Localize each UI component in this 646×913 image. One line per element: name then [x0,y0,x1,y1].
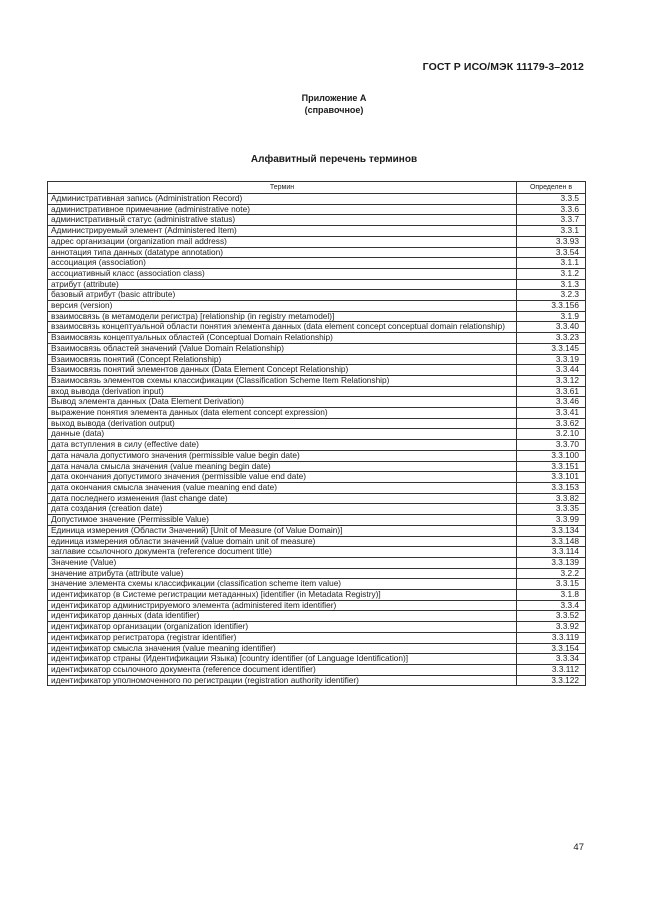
term-cell: Вывод элемента данных (Data Element Derivation) [48,397,517,408]
term-cell: выход вывода (derivation output) [48,418,517,429]
column-header-term: Термин [48,182,517,194]
table-row [48,675,586,686]
definition-ref-cell: 3.3.153 [517,482,586,493]
definition-ref-cell: 3.3.44 [517,365,586,376]
definition-ref-cell: 3.3.156 [517,301,586,312]
definition-ref-cell: 3.3.154 [517,643,586,654]
table-row [48,461,586,472]
table-row [48,547,586,558]
table-row [48,322,586,333]
annex-heading [0,92,646,116]
table-row [48,247,586,258]
standard-designation: ГОСТ Р ИСО/МЭК 11179-3–2012 [422,61,584,73]
table-row [48,482,586,493]
term-cell: адрес организации (organization mail address) [48,236,517,247]
term-cell: Взаимосвязь концептуальных областей (Conceptual Domain Relationship) [48,333,517,344]
definition-ref-cell: 3.3.34 [517,654,586,665]
definition-ref-cell: 3.3.92 [517,622,586,633]
definition-ref-cell: 3.3.6 [517,204,586,215]
term-cell: Значение (Value) [48,557,517,568]
definition-ref-cell: 3.1.3 [517,279,586,290]
term-cell: заглавие ссылочного документа (reference document title) [48,547,517,558]
table-row [48,386,586,397]
table-header-row [48,182,586,194]
table-row [48,397,586,408]
term-cell: административное примечание (administrative note) [48,204,517,215]
definition-ref-cell: 3.3.19 [517,354,586,365]
table-row [48,204,586,215]
table-row [48,664,586,675]
definition-ref-cell: 3.3.46 [517,397,586,408]
definition-ref-cell: 3.3.119 [517,632,586,643]
table-row [48,525,586,536]
table-row [48,268,586,279]
term-cell: Взаимосвязь понятий (Concept Relationship) [48,354,517,365]
term-cell: дата вступления в силу (effective date) [48,440,517,451]
terms-table-body [48,194,586,686]
definition-ref-cell: 3.3.101 [517,472,586,483]
definition-ref-cell: 3.3.148 [517,536,586,547]
definition-ref-cell: 3.3.151 [517,461,586,472]
definition-ref-cell: 3.3.134 [517,525,586,536]
term-cell: дата начала допустимого значения (permissible value begin date) [48,450,517,461]
term-cell: базовый атрибут (basic attribute) [48,290,517,301]
annex-title: Приложение А [301,93,367,103]
table-row [48,226,586,237]
term-cell: административный статус (administrative status) [48,215,517,226]
definition-ref-cell: 3.2.3 [517,290,586,301]
table-row [48,354,586,365]
table-row [48,343,586,354]
term-cell: значение элемента схемы классификации (classification scheme item value) [48,579,517,590]
term-cell: ассоциативный класс (association class) [48,268,517,279]
term-cell: идентификатор регистратора (registrar identifier) [48,632,517,643]
table-row [48,311,586,322]
list-title-text: Алфавитный перечень терминов [250,154,418,165]
term-cell: единица измерения области значений (value domain unit of measure) [48,536,517,547]
table-row [48,258,586,269]
term-cell: Взаимосвязь областей значений (Value Domain Relationship) [48,343,517,354]
definition-ref-cell: 3.1.2 [517,268,586,279]
definition-ref-cell: 3.1.9 [517,311,586,322]
definition-ref-cell: 3.3.54 [517,247,586,258]
table-row [48,622,586,633]
definition-ref-cell: 3.3.114 [517,547,586,558]
definition-ref-cell: 3.2.2 [517,568,586,579]
table-row [48,215,586,226]
definition-ref-cell: 3.3.23 [517,333,586,344]
definition-ref-cell: 3.1.8 [517,590,586,601]
table-row [48,375,586,386]
list-title [0,154,646,165]
term-cell: вход вывода (derivation input) [48,386,517,397]
term-cell: выражение понятия элемента данных (data element concept expression) [48,408,517,419]
table-row [48,493,586,504]
term-cell: идентификатор (в Системе регистрации метаданных) [identifier (in Metadata Registry)] [48,590,517,601]
table-row [48,440,586,451]
definition-ref-cell: 3.3.82 [517,493,586,504]
definition-ref-cell: 3.3.100 [517,450,586,461]
table-row [48,365,586,376]
table-row [48,643,586,654]
definition-ref-cell: 3.3.5 [517,194,586,205]
definition-ref-cell: 3.2.10 [517,429,586,440]
table-row [48,600,586,611]
definition-ref-cell: 3.1.1 [517,258,586,269]
term-cell: идентификатор уполномоченного по регистрации (registration authority identifier) [48,675,517,686]
terms-table [47,181,586,686]
term-cell: идентификатор ссылочного документа (reference document identifier) [48,664,517,675]
table-row [48,408,586,419]
table-row [48,611,586,622]
table-row [48,515,586,526]
table-row [48,590,586,601]
definition-ref-cell: 3.3.62 [517,418,586,429]
table-row [48,418,586,429]
table-row [48,279,586,290]
term-cell: дата последнего изменения (last change date) [48,493,517,504]
term-cell: Администрируемый элемент (Administered Item) [48,226,517,237]
term-cell: Административная запись (Administration Record) [48,194,517,205]
term-cell: дата начала смысла значения (value meaning begin date) [48,461,517,472]
term-cell: дата окончания допустимого значения (permissible value end date) [48,472,517,483]
term-cell: данные (data) [48,429,517,440]
annex-subtitle: (справочное) [304,105,364,115]
definition-ref-cell: 3.3.1 [517,226,586,237]
column-header-ref: Определен в [517,182,586,194]
term-cell: значение атрибута (attribute value) [48,568,517,579]
term-cell: аннотация типа данных (datatype annotation) [48,247,517,258]
table-row [48,301,586,312]
term-cell: идентификатор данных (data identifier) [48,611,517,622]
table-row [48,579,586,590]
table-row [48,568,586,579]
table-row [48,536,586,547]
page-number: 47 [573,842,584,853]
table-row [48,557,586,568]
table-row [48,450,586,461]
definition-ref-cell: 3.3.70 [517,440,586,451]
term-cell: дата окончания смысла значения (value meaning end date) [48,482,517,493]
term-cell: взаимосвязь (в метамодели регистра) [relationship (in registry metamodel)] [48,311,517,322]
term-cell: атрибут (attribute) [48,279,517,290]
definition-ref-cell: 3.3.61 [517,386,586,397]
table-row [48,504,586,515]
term-cell: идентификатор организации (organization identifier) [48,622,517,633]
term-cell: Единица измерения (Области Значений) [Unit of Measure (of Value Domain)] [48,525,517,536]
definition-ref-cell: 3.3.139 [517,557,586,568]
term-cell: идентификатор смысла значения (value meaning identifier) [48,643,517,654]
definition-ref-cell: 3.3.12 [517,375,586,386]
term-cell: Допустимое значение (Permissible Value) [48,515,517,526]
term-cell: Взаимосвязь элементов схемы классификации (Classification Scheme Item Relationship) [48,375,517,386]
definition-ref-cell: 3.3.35 [517,504,586,515]
term-cell: дата создания (creation date) [48,504,517,515]
definition-ref-cell: 3.3.93 [517,236,586,247]
table-row [48,236,586,247]
table-row [48,472,586,483]
definition-ref-cell: 3.3.7 [517,215,586,226]
term-cell: версия (version) [48,301,517,312]
table-row [48,632,586,643]
term-cell: идентификатор администрируемого элемента (administered item identifier) [48,600,517,611]
table-row [48,429,586,440]
table-row [48,333,586,344]
definition-ref-cell: 3.3.52 [517,611,586,622]
definition-ref-cell: 3.3.4 [517,600,586,611]
definition-ref-cell: 3.3.112 [517,664,586,675]
table-row [48,654,586,665]
term-cell: Взаимосвязь понятий элементов данных (Data Element Concept Relationship) [48,365,517,376]
table-row [48,194,586,205]
definition-ref-cell: 3.3.122 [517,675,586,686]
definition-ref-cell: 3.3.99 [517,515,586,526]
definition-ref-cell: 3.3.145 [517,343,586,354]
definition-ref-cell: 3.3.15 [517,579,586,590]
definition-ref-cell: 3.3.41 [517,408,586,419]
table-row [48,290,586,301]
term-cell: ассоциация (association) [48,258,517,269]
definition-ref-cell: 3.3.40 [517,322,586,333]
term-cell: идентификатор страны (Идентификации Языка) [country identifier (of Language Identification)] [48,654,517,665]
term-cell: взаимосвязь концептуальной области понятия элемента данных (data element concept conceptual domain relationship) [48,322,517,333]
